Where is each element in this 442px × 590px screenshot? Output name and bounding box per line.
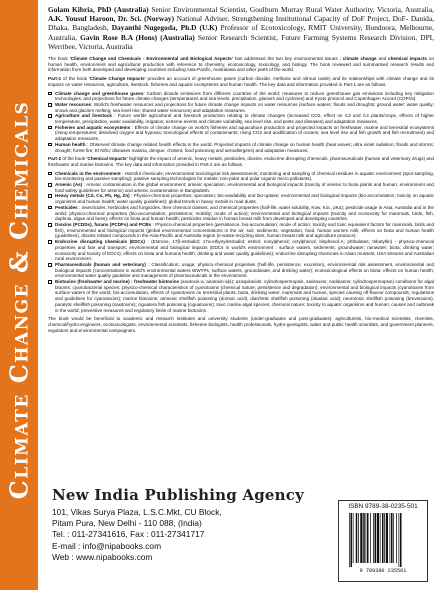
barcode-bar <box>391 513 393 563</box>
spine-title: Climate Change & Chemicals <box>4 100 34 500</box>
publisher-web: Web : www.nipabooks.com <box>52 551 153 562</box>
isbn-label: ISBN 9789-38-0235-501 <box>348 503 418 510</box>
barcode-bar <box>363 513 365 563</box>
publisher-email: E-mail : info@nipabooks.com <box>52 540 162 551</box>
checkbox-bullet-icon <box>48 206 52 210</box>
barcode-bar <box>358 513 359 563</box>
list-item: Arsenic (As) : Arsenic contamination in the global environment; arsenic speciation; environmental and biological impacts (toxicity of arsenic to biota plants and human; environment and food safety guidelines for arsenic) and arsenic contamination in Bangladesh. <box>48 182 434 193</box>
barcode-bar <box>377 513 379 563</box>
checkbox-bullet-icon <box>48 172 52 176</box>
list-item: Agriculture and livestock : Future worlds agricultural and livestock production relating to climate changes (increased CO2, effect on C3 and C4 plants/crops, effects of higher temperature, precipitation, water availability, irrigation; extreme events and climate variability, sea level rise, and pests and diseases) and adaptation measures. <box>48 113 434 124</box>
publisher-address-1: 101, Vikas Surya Plaza, L.S.C.Mkt, CU Block, <box>52 507 222 517</box>
publisher-address-2: Pitam Pura, New Delhi - 110 088, (India) <box>52 518 202 529</box>
spine-band <box>0 0 38 590</box>
isbn-barcode-box <box>338 500 428 582</box>
barcode-bar <box>396 513 397 563</box>
checkbox-bullet-icon <box>48 263 52 267</box>
publisher-name: New India Publishing Agency <box>52 486 304 504</box>
list-item: Climate change and greenhouse gases: Carbon dioxide emissions from different countries of the world; measures to reduce greenhouse gas emissions including key mitigation technologies; and projections for future climate changes (temperatures and sea levels, precipitation, glaciers and cyclones) and Kyoto protocol and Copenhagen Accord (COP15). <box>48 91 434 102</box>
checkbox-bullet-icon <box>48 143 52 147</box>
checkbox-bullet-icon <box>48 280 52 284</box>
part1-intro: Part-1 of the book 'Climate Change Impacts' provides an account of greenhouse gases (carbon dioxide, methane and nitrous oxide) and its relationships with climate change and its impacts on water resources, agriculture, livestock, fisheries and aquatic ecosystems and human health. The key data and information provided in Part-1 are as follows. <box>48 76 434 87</box>
barcode-bar <box>366 513 367 563</box>
authors-paragraph: Golam Kibria, PhD (Australia) Senior Environmental Scientist, Goulburn Murray Rural Water Authority, Victoria, Australia, A.K. Yousuf Haroon, Dr. Sci. (Norway) National Adviser, Strengthening Institutional Capacity of DoF Project, DoF- Danida, Dhaka, Bangladesh, Dayanthi Nugegoda, Ph.D (U.K) Professor of Ecotoxicology, RMIT University, Bundoora, Melbourne, Australia, Gavin Rose B.A (Hons) (Australia) Senior Research Scientist, Future Farming Systems Research Division, DPI, Werribee, Victoria, Australia <box>48 5 435 51</box>
barcode-bar <box>360 513 362 563</box>
list-item: Pesticides : insecticides, herbicides and fungicides, their chemical classes, and chemical properties (half-life, water solubility, Kow, Koc, pKa); pesticide usage in Asia, Australia and in the world; physico-chemical properties (bio-accumulation, persistence; mobility; mode of action); environmental and biological impacts (toxicity and ecotoxicity for mammals, birds, fish, daphnia, algae and bees); effects on biota and human health; pesticides residue in human breast milk from developed and developing countries. <box>48 205 434 222</box>
list-item: Biotoxins (freshwater and marine) : freshwater biotoxins (anatoxin-a; anatoxin-a(s); azaspiracids; cylindrospermopsin, saxitoxins; nodularins; cylindrospermopsin) conditions for algal blooms; cyanobacterial species; physico-chemical characteristics of cyanotoxins (chemical nature; persistence and degradation), environmental and biological impacts (cyanotoxins from surface waters of the world, bio-accumulation, effects of cyanotoxins on terrestrial plants, biota, drinking water, mammals and human, species causing off-flavour compounds; regulations and guidelines for cyanotoxins); marine biotoxins; amnesic shellfish poisoning (domoic acid); diarrhetic shellfish poisoning (okadaic acid); neurotoxic shellfish poisoning (brevetoxins); paralytic shellfish poisoning (saxitoxins); ciguatera fish poisoning (ciguatoxins); toxic marine algal species; chemical nature; toxicity to aquatic organisms and human; causes and outbreak in the world; preventive measures and regulatory limits of marine biotoxins. <box>48 279 434 313</box>
part2-list <box>48 171 434 314</box>
list-item: Heavy metals (Cd, Cu, Pb, Hg, Zn) : Physico-chemical properties; speciation; bio-availability and bio-uptake; environmental and biological impacts (bio-accumulation; toxicity on aquatic organisms and human health; water quality guidelines); global trends in heavy metals in road dusts. <box>48 193 434 204</box>
barcode-bar <box>375 513 377 563</box>
checkbox-bullet-icon <box>48 223 52 227</box>
checkbox-bullet-icon <box>48 194 52 198</box>
barcode-bar <box>384 513 385 563</box>
list-item: Chemicals in the environment : Harmful chemicals; environmental toxicological risk assessments; monitoring and sampling of chemical residues in aquatic environment (spot sampling, bio-monitoring and passive sampling); passive sampling technologies for metals; non-polar and polar organic micro pollutants). <box>48 171 434 182</box>
list-item: Water resources: World's freshwater resources and projections for future climate change impacts on water resources (surface waters; floods and droughts; ground water; water quality; snows and glaciers melting; sea level rise; shared water resources) and adaptation measures. <box>48 102 434 113</box>
checkbox-bullet-icon <box>48 240 52 244</box>
list-item: Endocrine disrupting chemicals (EDCs) : (Estrone, 17β-estradiol; 17α-ethynylestradiol; estriol; nonylphenol; octylphenol; bisphenol-A; phthalates; tributyltin) - physico-chemical properties and fate and transport; environmental and biological impacts (EDCs in world's environment : surface waters, sediments; groundwater; rainwater; biota; drinking water; ecotoxicity and toxicity of EDCs); effects on biota and humans health; drinking and water quality guidelines); endocrine disrupting chemicals in Asian mussels; USA streams and Australian rural environment. <box>48 239 434 262</box>
barcode-bar <box>353 513 354 563</box>
checkbox-bullet-icon <box>48 183 52 187</box>
checkbox-bullet-icon <box>48 126 52 130</box>
closing-paragraph: The book would be beneficial to academic and research institutes and university students (under-graduates and post-graduates): agriculturists, bio-medical scientists, chemists, chemical/hydro-engineers, ecotoxicologists, environmental scientists, fisheries biologists, health professionals, hydro-geologists, water and public health scientists, and government planners, regulators and environmental campaigners. <box>48 316 434 333</box>
barcode-bar <box>399 513 400 567</box>
part1-list <box>48 91 434 154</box>
cover-text <box>48 5 434 336</box>
barcode-bar <box>356 513 358 563</box>
part2-intro: Part-2 of the book 'Chemical Impacts' highlights the impact of arsenic, heavy metals, pesticides, dioxins, endocrine disrupting chemicals, pharmaceuticals (human and veterinary drugs) and freshwater and marine biotoxins. The key data and information provided in Part-2 are as follows. <box>48 156 434 167</box>
barcode-bar <box>400 513 402 567</box>
list-item: Pharmaceuticals (human and veterinary) : Classification; usage; physico-chemical properties (half-life, persistence; excretion), environmental risk assessment, environmental and biological impacts (concentrations in world's environmental waters WWTPs, surface waters, groundwater, and drinking water); ecotoxicological effects on biota; effects on human health; environmental water quality guideline and management of pharmaceuticals in the environment. <box>48 262 434 279</box>
barcode-bar <box>382 513 384 563</box>
checkbox-bullet-icon <box>48 114 52 118</box>
checkbox-bullet-icon <box>48 103 52 107</box>
barcode-bar <box>370 513 371 563</box>
barcode-bar <box>380 513 381 563</box>
barcode-bar <box>367 513 369 563</box>
intro-paragraph: The book 'Climate Change and Chemicals - Environmental and Biological Aspects' has addressed the two key environmental issues : climate change and chemical impacts on human health, environment and agricultural production with reference to chemistry, ecotoxicology, toxicology, and biology. The book reviewed and summarised research results and information from both developed and developing countries including Asia-Pacific, Australasia and other parts of the world. <box>48 56 434 73</box>
barcode-number: 9 789380 235501 <box>359 568 407 574</box>
barcode-bar <box>386 513 388 563</box>
barcode-bar <box>393 513 394 563</box>
publisher-block <box>52 486 322 563</box>
checkbox-bullet-icon <box>48 92 52 96</box>
list-item: Fisheries and aquatic ecosystems : Effects of climate change on world's fisheries and aquaculture production and projected impacts on freshwater, marine and terrestrial ecosystems (rising temperatures; dissolved oxygen and hypoxia; toxicological effects of contaminants; rising CO2 and acidification of oceans; sea level rise and fish growth and fish recruitment) and adaptation measures. <box>48 125 434 142</box>
list-item: Dioxins (PCDDs), furans (PCDFs) and PCBs : Physico-chemical properties (persistence, bio-accumulation; mode of action; toxicity and toxic equivalent factors for mammals, birds and fish), environmental and biological impacts (global environmental concentrations in the air, soil, sediments, vegetation, food, human women milk, effects on biota and human health (guidelines), dioxins related compounds in the Asia-Pacific and Australia region (e-waste recycling sites, human breast milk and agriculture produce). <box>48 222 434 239</box>
barcode-bar <box>349 513 350 567</box>
barcode-graphic <box>347 513 419 567</box>
list-item: Human health : Observed climate change related health effects in the world. Projected impacts of climate change on human health (heat waves; ultra violet radiation; floods and storms; drought; forest fire; El Niño; diseases malaria, dengue, cholera; food poisoning and aeroallergens) and adaptation measures. <box>48 142 434 153</box>
barcode-bar <box>390 513 391 563</box>
barcode-bar <box>373 513 374 563</box>
publisher-phone: Tel. : 011-27341616, Fax : 011-27341717 <box>52 529 205 540</box>
barcode-bar <box>351 513 353 567</box>
